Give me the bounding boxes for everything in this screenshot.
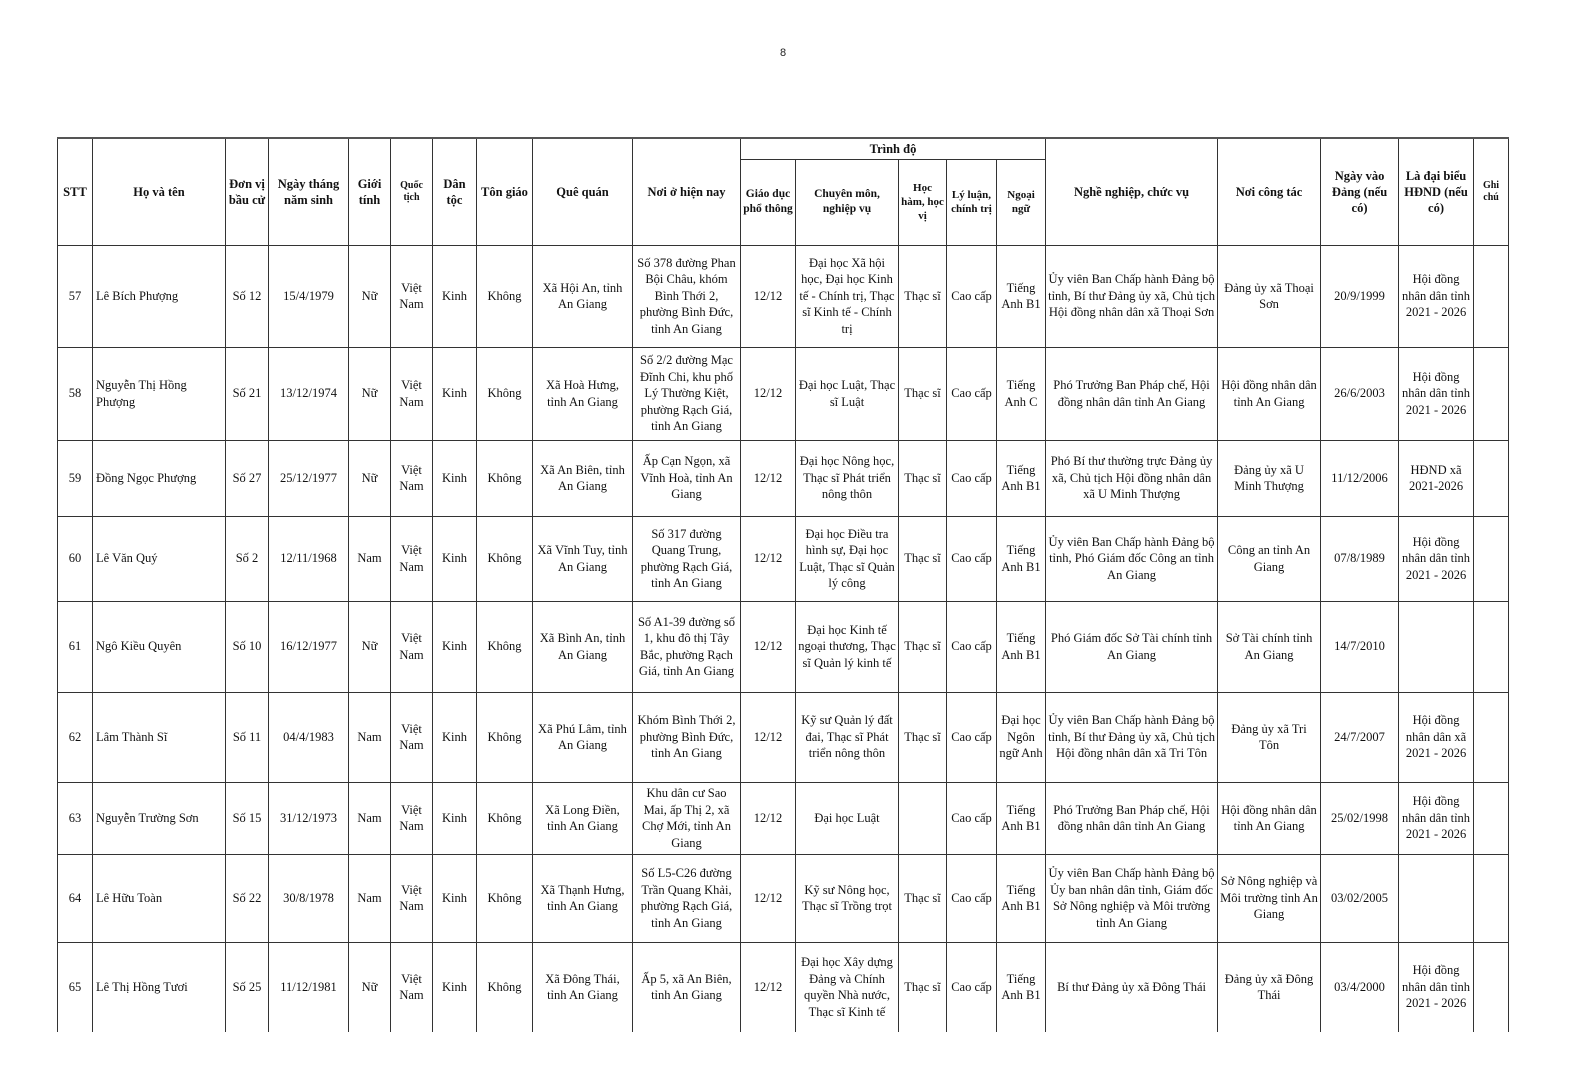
cell-ethnicity: Kinh [433,516,477,601]
cell-religion: Không [477,440,533,516]
cell-residence: Số A1-39 đường số 1, khu đô thị Tây Bắc, phường Rạch Giá, tỉnh An Giang [633,601,741,692]
cell-note [1474,245,1509,347]
header-education-group: Trình độ [741,138,1046,159]
table-header [58,138,1509,245]
cell-party-date: 14/7/2010 [1321,601,1399,692]
table-row [58,854,1509,942]
cell-occupation: Phó Trưởng Ban Pháp chế, Hội đồng nhân dân tỉnh An Giang [1046,782,1218,854]
cell-nationality: Việt Nam [391,347,433,440]
cell-nationality: Việt Nam [391,516,433,601]
cell-hometown: Xã Hội An, tỉnh An Giang [533,245,633,347]
cell-politics: Cao cấp [947,245,997,347]
cell-dob: 16/12/1977 [269,601,349,692]
cell-residence: Khóm Bình Thới 2, phường Bình Đức, tỉnh An Giang [633,692,741,782]
cell-delegate: Hội đồng nhân dân tỉnh 2021 - 2026 [1399,347,1474,440]
cell-name: Nguyễn Thị Hồng Phượng [93,347,226,440]
cell-workplace: Đảng ủy xã U Minh Thượng [1218,440,1321,516]
header-stt: STT [58,138,93,245]
cell-workplace: Sở Nông nghiệp và Môi trường tỉnh An Giang [1218,854,1321,942]
cell-residence: Số 2/2 đường Mạc Đĩnh Chi, khu phố Lý Thường Kiệt, phường Rạch Giá, tỉnh An Giang [633,347,741,440]
cell-workplace: Đảng ủy xã Tri Tôn [1218,692,1321,782]
cell-workplace: Đảng ủy xã Đông Thái [1218,942,1321,1032]
cell-religion: Không [477,347,533,440]
cell-general-edu: 12/12 [741,440,796,516]
cell-delegate [1399,854,1474,942]
cell-residence: Ấp Cạn Ngọn, xã Vĩnh Hoà, tỉnh An Giang [633,440,741,516]
cell-stt: 62 [58,692,93,782]
cell-specialty: Đại học Luật, Thạc sĩ Luật [796,347,899,440]
table-row [58,942,1509,1032]
table-row [58,601,1509,692]
cell-name: Lê Hữu Toàn [93,854,226,942]
header-religion: Tôn giáo [477,138,533,245]
cell-occupation: Phó Giám đốc Sở Tài chính tỉnh An Giang [1046,601,1218,692]
cell-residence: Số 378 đường Phan Bội Châu, khóm Bình Thới 2, phường Bình Đức, tỉnh An Giang [633,245,741,347]
cell-note [1474,942,1509,1032]
cell-specialty: Đại học Xây dựng Đảng và Chính quyền Nhà nước, Thạc sĩ Kinh tế [796,942,899,1032]
header-degree: Học hàm, học vị [899,159,947,245]
cell-unit: Số 15 [226,782,269,854]
cell-nationality: Việt Nam [391,942,433,1032]
table-row [58,245,1509,347]
cell-degree: Thạc sĩ [899,516,947,601]
cell-ethnicity: Kinh [433,245,477,347]
cell-note [1474,692,1509,782]
cell-name: Lê Văn Quý [93,516,226,601]
cell-party-date: 11/12/2006 [1321,440,1399,516]
cell-religion: Không [477,516,533,601]
cell-gender: Nữ [349,347,391,440]
cell-general-edu: 12/12 [741,782,796,854]
cell-general-edu: 12/12 [741,516,796,601]
cell-religion: Không [477,782,533,854]
header-gender: Giới tính [349,138,391,245]
cell-religion: Không [477,601,533,692]
cell-language: Tiếng Anh B1 [997,782,1046,854]
cell-degree: Thạc sĩ [899,440,947,516]
header-hometown: Quê quán [533,138,633,245]
cell-unit: Số 11 [226,692,269,782]
cell-workplace: Hội đồng nhân dân tỉnh An Giang [1218,347,1321,440]
cell-workplace: Đảng ủy xã Thoại Sơn [1218,245,1321,347]
header-party-date: Ngày vào Đảng (nếu có) [1321,138,1399,245]
cell-stt: 59 [58,440,93,516]
cell-delegate: Hội đồng nhân dân xã 2021 - 2026 [1399,692,1474,782]
cell-gender: Nữ [349,601,391,692]
header-general-edu: Giáo dục phổ thông [741,159,796,245]
cell-stt: 60 [58,516,93,601]
cell-specialty: Đại học Điều tra hình sự, Đại học Luật, Thạc sĩ Quản lý công [796,516,899,601]
cell-name: Nguyễn Trường Sơn [93,782,226,854]
header-dob: Ngày tháng năm sinh [269,138,349,245]
table-row [58,440,1509,516]
cell-nationality: Việt Nam [391,245,433,347]
cell-occupation: Ủy viên Ban Chấp hành Đảng bộ tỉnh, Phó Giám đốc Công an tỉnh An Giang [1046,516,1218,601]
cell-name: Lê Thị Hồng Tươi [93,942,226,1032]
cell-politics: Cao cấp [947,440,997,516]
cell-specialty: Kỹ sư Nông học, Thạc sĩ Trồng trọt [796,854,899,942]
cell-nationality: Việt Nam [391,782,433,854]
cell-ethnicity: Kinh [433,854,477,942]
cell-dob: 11/12/1981 [269,942,349,1032]
cell-language: Tiếng Anh C [997,347,1046,440]
cell-general-edu: 12/12 [741,942,796,1032]
cell-unit: Số 21 [226,347,269,440]
cell-party-date: 03/02/2005 [1321,854,1399,942]
cell-politics: Cao cấp [947,601,997,692]
cell-religion: Không [477,692,533,782]
cell-stt: 65 [58,942,93,1032]
cell-ethnicity: Kinh [433,440,477,516]
cell-delegate: Hội đồng nhân dân tỉnh 2021 - 2026 [1399,942,1474,1032]
cell-delegate: Hội đồng nhân dân tỉnh 2021 - 2026 [1399,516,1474,601]
cell-specialty: Đại học Nông học, Thạc sĩ Phát triển nông thôn [796,440,899,516]
cell-note [1474,782,1509,854]
cell-occupation: Bí thư Đảng ủy xã Đông Thái [1046,942,1218,1032]
cell-ethnicity: Kinh [433,692,477,782]
cell-unit: Số 10 [226,601,269,692]
cell-unit: Số 25 [226,942,269,1032]
cell-nationality: Việt Nam [391,440,433,516]
cell-language: Tiếng Anh B1 [997,601,1046,692]
cell-religion: Không [477,245,533,347]
cell-general-edu: 12/12 [741,854,796,942]
cell-note [1474,516,1509,601]
cell-workplace: Hội đồng nhân dân tỉnh An Giang [1218,782,1321,854]
cell-hometown: Xã Phú Lâm, tỉnh An Giang [533,692,633,782]
cell-language: Đại học Ngôn ngữ Anh [997,692,1046,782]
cell-stt: 57 [58,245,93,347]
cell-hometown: Xã Bình An, tỉnh An Giang [533,601,633,692]
cell-party-date: 03/4/2000 [1321,942,1399,1032]
header-note: Ghi chú [1474,138,1509,245]
cell-occupation: Ủy viên Ban Chấp hành Đảng bộ tỉnh, Bí thư Đảng ủy xã, Chủ tịch Hội đồng nhân dân xã Tri Tôn [1046,692,1218,782]
cell-dob: 04/4/1983 [269,692,349,782]
cell-workplace: Công an tỉnh An Giang [1218,516,1321,601]
cell-hometown: Xã Đông Thái, tỉnh An Giang [533,942,633,1032]
cell-dob: 15/4/1979 [269,245,349,347]
cell-specialty: Đại học Kinh tế ngoại thương, Thạc sĩ Quản lý kinh tế [796,601,899,692]
cell-general-edu: 12/12 [741,347,796,440]
cell-ethnicity: Kinh [433,782,477,854]
cell-occupation: Phó Trưởng Ban Pháp chế, Hội đồng nhân dân tỉnh An Giang [1046,347,1218,440]
cell-stt: 64 [58,854,93,942]
cell-dob: 13/12/1974 [269,347,349,440]
table-row [58,516,1509,601]
cell-degree: Thạc sĩ [899,942,947,1032]
cell-degree: Thạc sĩ [899,347,947,440]
cell-politics: Cao cấp [947,692,997,782]
cell-dob: 12/11/1968 [269,516,349,601]
cell-hometown: Xã Hoà Hưng, tỉnh An Giang [533,347,633,440]
table-row [58,692,1509,782]
header-specialty: Chuyên môn, nghiệp vụ [796,159,899,245]
header-nationality: Quốc tịch [391,138,433,245]
cell-politics: Cao cấp [947,516,997,601]
cell-degree: Thạc sĩ [899,601,947,692]
cell-degree: Thạc sĩ [899,245,947,347]
cell-residence: Ấp 5, xã An Biên, tỉnh An Giang [633,942,741,1032]
cell-language: Tiếng Anh B1 [997,440,1046,516]
cell-dob: 30/8/1978 [269,854,349,942]
cell-occupation: Ủy viên Ban Chấp hành Đảng bộ Ủy ban nhân dân tỉnh, Giám đốc Sở Nông nghiệp và Môi trường tỉnh An Giang [1046,854,1218,942]
cell-delegate: Hội đồng nhân dân tỉnh 2021 - 2026 [1399,782,1474,854]
cell-general-edu: 12/12 [741,601,796,692]
cell-general-edu: 12/12 [741,245,796,347]
cell-hometown: Xã An Biên, tỉnh An Giang [533,440,633,516]
cell-unit: Số 12 [226,245,269,347]
header-workplace: Nơi công tác [1218,138,1321,245]
cell-language: Tiếng Anh B1 [997,854,1046,942]
cell-degree: Thạc sĩ [899,692,947,782]
cell-dob: 31/12/1973 [269,782,349,854]
cell-unit: Số 2 [226,516,269,601]
cell-nationality: Việt Nam [391,692,433,782]
header-politics: Lý luận, chính trị [947,159,997,245]
header-delegate: Là đại biểu HĐND (nếu có) [1399,138,1474,245]
cell-name: Lâm Thành Sĩ [93,692,226,782]
cell-note [1474,854,1509,942]
header-name: Họ và tên [93,138,226,245]
cell-delegate [1399,601,1474,692]
cell-politics: Cao cấp [947,782,997,854]
cell-politics: Cao cấp [947,347,997,440]
cell-residence: Số L5-C26 đường Trần Quang Khải, phường Rạch Giá, tỉnh An Giang [633,854,741,942]
cell-language: Tiếng Anh B1 [997,245,1046,347]
cell-language: Tiếng Anh B1 [997,942,1046,1032]
cell-gender: Nữ [349,942,391,1032]
cell-unit: Số 22 [226,854,269,942]
cell-residence: Khu dân cư Sao Mai, ấp Thị 2, xã Chợ Mới, tỉnh An Giang [633,782,741,854]
cell-ethnicity: Kinh [433,601,477,692]
cell-gender: Nam [349,516,391,601]
cell-stt: 58 [58,347,93,440]
header-residence: Nơi ở hiện nay [633,138,741,245]
cell-unit: Số 27 [226,440,269,516]
cell-degree: Thạc sĩ [899,854,947,942]
cell-party-date: 24/7/2007 [1321,692,1399,782]
cell-occupation: Ủy viên Ban Chấp hành Đảng bộ tỉnh, Bí thư Đảng ủy xã, Chủ tịch Hội đồng nhân dân xã Thoại Sơn [1046,245,1218,347]
cell-delegate: Hội đồng nhân dân tỉnh 2021 - 2026 [1399,245,1474,347]
candidate-table [57,137,1509,1032]
cell-note [1474,440,1509,516]
cell-politics: Cao cấp [947,942,997,1032]
cell-note [1474,601,1509,692]
cell-party-date: 26/6/2003 [1321,347,1399,440]
cell-hometown: Xã Thạnh Hưng, tỉnh An Giang [533,854,633,942]
table-row [58,347,1509,440]
cell-gender: Nữ [349,245,391,347]
cell-residence: Số 317 đường Quang Trung, phường Rạch Giá, tỉnh An Giang [633,516,741,601]
cell-name: Lê Bích Phượng [93,245,226,347]
cell-specialty: Đại học Luật [796,782,899,854]
page-number: 8 [779,47,787,59]
cell-ethnicity: Kinh [433,347,477,440]
cell-nationality: Việt Nam [391,854,433,942]
header-occupation: Nghề nghiệp, chức vụ [1046,138,1218,245]
cell-specialty: Đại học Xã hội học, Đại học Kinh tế - Chính trị, Thạc sĩ Kinh tế - Chính trị [796,245,899,347]
cell-party-date: 25/02/1998 [1321,782,1399,854]
cell-name: Đồng Ngọc Phượng [93,440,226,516]
cell-degree [899,782,947,854]
header-language: Ngoại ngữ [997,159,1046,245]
cell-party-date: 07/8/1989 [1321,516,1399,601]
cell-note [1474,347,1509,440]
cell-gender: Nữ [349,440,391,516]
cell-language: Tiếng Anh B1 [997,516,1046,601]
cell-dob: 25/12/1977 [269,440,349,516]
cell-name: Ngô Kiều Quyên [93,601,226,692]
cell-delegate: HĐND xã 2021-2026 [1399,440,1474,516]
cell-religion: Không [477,942,533,1032]
cell-general-edu: 12/12 [741,692,796,782]
cell-religion: Không [477,854,533,942]
header-unit: Đơn vị bầu cử [226,138,269,245]
cell-party-date: 20/9/1999 [1321,245,1399,347]
table-body [58,245,1509,1032]
cell-hometown: Xã Vĩnh Tuy, tỉnh An Giang [533,516,633,601]
cell-hometown: Xã Long Điền, tỉnh An Giang [533,782,633,854]
cell-gender: Nam [349,854,391,942]
cell-gender: Nam [349,692,391,782]
cell-stt: 63 [58,782,93,854]
cell-stt: 61 [58,601,93,692]
cell-politics: Cao cấp [947,854,997,942]
header-ethnicity: Dân tộc [433,138,477,245]
table-row [58,782,1509,854]
cell-workplace: Sở Tài chính tỉnh An Giang [1218,601,1321,692]
candidate-table-container [57,137,1509,1032]
cell-gender: Nam [349,782,391,854]
cell-occupation: Phó Bí thư thường trực Đảng ủy xã, Chủ tịch Hội đồng nhân dân xã U Minh Thượng [1046,440,1218,516]
cell-specialty: Kỹ sư Quản lý đất đai, Thạc sĩ Phát triển nông thôn [796,692,899,782]
cell-nationality: Việt Nam [391,601,433,692]
cell-ethnicity: Kinh [433,942,477,1032]
